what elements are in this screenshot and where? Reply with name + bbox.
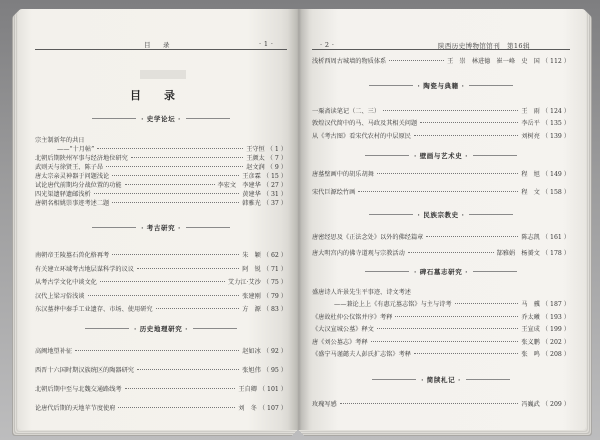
section-heading (35, 323, 287, 333)
entry-author: 王守恒 (246, 146, 265, 153)
heading-rule-left (365, 155, 409, 156)
toc-entry (312, 228, 570, 244)
entry-title: ——“十月帖” (57, 146, 95, 153)
dot-leader (455, 303, 519, 304)
entry-author: 李宏文 李建华 (217, 182, 261, 189)
entry-title: 西晋十六国时期汉族统区的陶器研究 (35, 367, 134, 374)
toc-entry (312, 348, 570, 361)
toc-entry (312, 398, 570, 408)
section-entries (312, 104, 570, 142)
journal-title: 陕西历史博物馆馆刊 第16辑 (438, 42, 530, 50)
toc-entry (35, 248, 287, 262)
dot-leader (414, 353, 518, 354)
section-heading (35, 113, 287, 123)
dot-leader (100, 281, 225, 282)
toc-entry (35, 189, 287, 198)
toc-section (312, 266, 570, 359)
entry-author: 程 旭 (521, 170, 540, 178)
heading-rule-left (369, 85, 413, 86)
right-page-number: · 2 · (320, 41, 335, 49)
entry-author: 王宣成 (521, 326, 540, 334)
entry-author: 程 文 (521, 188, 540, 196)
dot-leader (88, 295, 240, 296)
heading-rule-left (372, 379, 416, 380)
toc-entry (312, 244, 570, 260)
dot-leader (137, 268, 239, 269)
heading-rule-right (473, 155, 517, 156)
dot-leader (112, 254, 239, 255)
right-toc-column (312, 9, 570, 430)
entry-page: （ 15 ） (262, 173, 287, 180)
heading-rule-right (193, 328, 237, 329)
dot-leader (106, 166, 243, 167)
entry-author: 韩雅光 (242, 200, 261, 207)
toc-entry (35, 135, 287, 144)
entry-author: 王颜太 (246, 155, 265, 162)
entry-title: 汉代上梁习俗浅谈 (35, 292, 85, 300)
entry-title: 盛唐诗人许景先生平事迹、诗文考述 (312, 288, 411, 296)
entry-page: （ 71 ） (262, 265, 287, 273)
entry-page: （ 79 ） (262, 292, 287, 300)
entry-page: （ 27 ） (262, 182, 287, 189)
toc-section (35, 113, 287, 207)
dot-leader (131, 157, 243, 158)
entry-title: 敦煌汉代简中的马、马政及其相关问题 (312, 120, 418, 128)
section-entries (35, 341, 287, 417)
toc-section (312, 374, 570, 408)
entry-page: （ 1 ） (266, 146, 287, 153)
section-heading (312, 80, 570, 90)
toc-entry (312, 182, 570, 200)
entry-page: （ 139 ） (541, 132, 570, 140)
right-page (298, 9, 586, 430)
section-heading-text: · 壁画与艺术史 · (413, 151, 469, 160)
dot-leader (125, 388, 236, 389)
entry-page: （ 135 ） (541, 120, 570, 128)
entry-author: 马 骥 (521, 301, 540, 309)
entry-page: （ 149 ） (541, 170, 570, 178)
section-heading (35, 222, 287, 232)
toc-section (312, 80, 570, 140)
entry-title: 从考古学文化中谈文化 (35, 279, 97, 287)
left-toc-column (35, 9, 287, 430)
section-heading-text: · 民族宗教史 · (417, 210, 465, 219)
entry-page: （ 95 ） (262, 367, 287, 374)
entry-title: 有关建立环域考古地层谋科学的议议 (35, 265, 134, 273)
entry-page: （ 187 ） (541, 301, 570, 309)
entry-title: 《盛宁马谨懿夫人彭氏扩志铭》考释 (312, 351, 411, 359)
toc-entry (312, 298, 570, 311)
entry-page: （ 92 ） (262, 348, 287, 355)
left-running-header: 目 录 (144, 41, 173, 49)
entry-title: 唐太宗亲灵神器于问题浅论 (35, 173, 110, 180)
entry-page: （ 124 ） (541, 107, 570, 115)
section-heading (312, 150, 570, 160)
heading-rule-right (473, 271, 517, 272)
left-page-number: · 1 · (259, 40, 274, 48)
entry-author: 张义鹏 (521, 338, 540, 346)
entry-title: 唐密经思及《正法念处》以外的佛经篇章 (312, 233, 424, 241)
toc-entry (312, 310, 570, 323)
dot-leader (358, 191, 518, 192)
section-entries (35, 248, 287, 316)
dot-leader (377, 328, 518, 329)
section-heading-text: · 考古研究 · (141, 223, 181, 232)
section-entries (312, 164, 570, 200)
heading-rule-right (469, 85, 513, 86)
entry-page: （ 101 ） (258, 386, 287, 393)
entry-title: 高阙地望补征 (35, 348, 73, 355)
left-page (18, 9, 298, 430)
entry-page: （ 208 ） (541, 351, 570, 359)
heading-rule-left (365, 271, 409, 272)
entry-page: （ 37 ） (262, 200, 287, 207)
toc-entry (35, 162, 287, 171)
toc-entry (312, 55, 570, 65)
toc-section (312, 150, 570, 196)
section-entries (312, 55, 570, 65)
section-heading (312, 374, 570, 384)
entry-page: （ 112 ） (541, 57, 570, 65)
entry-title: 四光渠遗驿遗邮浅析 (35, 191, 91, 198)
toc-section (35, 222, 287, 314)
entry-author: 阿 锐 (242, 265, 261, 273)
dot-leader (340, 403, 519, 404)
section-heading-text: · 碑石墓志研究 · (413, 267, 469, 276)
entry-title: 浅析西周古城墙的物质体系 (312, 57, 387, 65)
section-heading (312, 266, 570, 276)
section-entries (312, 285, 570, 360)
toc-entry (35, 198, 287, 207)
toc-entry (35, 341, 287, 360)
toc-entry (35, 262, 287, 276)
section-entries (312, 228, 570, 260)
dot-leader (156, 308, 240, 309)
entry-title: 从《考古图》看宋代农村的中层原民 (312, 132, 411, 140)
toc-entry (35, 180, 287, 189)
entry-title: ——兼论上上《有惠元墓志铭》与主与诗考 (334, 301, 452, 309)
entry-title: 宋代巨源绘竹画 (312, 188, 356, 196)
entry-author: 张旭伟 (242, 367, 261, 374)
section-heading-text: · 简牍札记 · (421, 375, 461, 384)
toc-section (312, 209, 570, 257)
entry-author: 张 鸣 (521, 351, 540, 359)
entry-title: 武则天与徐贤王、陈子昂 (35, 164, 104, 171)
entry-author: 刘树亮 (521, 132, 540, 140)
toc-entry (35, 153, 287, 162)
entry-author: 刘 冬 (238, 405, 257, 412)
entry-page: （ 158 ） (541, 188, 570, 196)
entry-author: 乔太曦 (521, 313, 540, 321)
entry-title: 东汉墓葬中秦手工业遗存、市场、使用研究 (35, 306, 153, 314)
heading-rule-left (85, 328, 129, 329)
toc-entry (312, 164, 570, 182)
entry-page: （ 83 ） (262, 306, 287, 314)
section-heading-text: · 陶瓷与典籍 · (417, 81, 465, 90)
entry-author: 赵如冰 (242, 348, 261, 355)
entry-page: （ 75 ） (262, 279, 287, 287)
heading-rule-right (186, 118, 230, 119)
toc-entry (35, 398, 287, 417)
entry-page: （ 178 ） (541, 249, 570, 257)
page-title: 目 录 (130, 89, 181, 102)
entry-author: 郜雅娟 杨赟文 (496, 249, 540, 257)
entry-title: 唐墓壁画中的胡乐胡舞 (312, 170, 374, 178)
heading-rule-right (186, 227, 230, 228)
section-heading-text: · 史学论坛 · (141, 114, 181, 123)
toc-entry (312, 335, 570, 348)
toc-entry (35, 289, 287, 303)
heading-rule-left (92, 118, 136, 119)
toc-section (35, 323, 287, 412)
entry-author: 冯巍武 (521, 400, 540, 408)
entry-title: 唐朝名相姚崇事迹考述二题 (35, 200, 110, 207)
entry-page: （ 209 ） (541, 400, 570, 408)
entry-title: 论唐代后期的天地苹节度使府 (35, 405, 116, 412)
entry-title: 试论唐代前期均分战位置的功能 (35, 182, 122, 189)
section-entries (35, 135, 287, 207)
entry-title: 北朝后期陕州军事与经济地位研究 (35, 155, 128, 162)
toc-entry (35, 379, 287, 398)
entry-author: 王 崇 林进德 崔一峰 史 国 (447, 57, 540, 65)
dot-leader (94, 193, 240, 194)
toc-entry (312, 104, 570, 117)
entry-title: 唐大明宫内的佛寺道观与宗教活动 (312, 249, 405, 257)
dot-leader (395, 316, 518, 317)
toc-entry (35, 144, 287, 153)
dot-leader (414, 135, 518, 136)
entry-author: 陈志凯 (521, 233, 540, 241)
toc-entry (35, 171, 287, 180)
dot-leader (97, 148, 243, 149)
toc-entry (312, 117, 570, 130)
entry-title: 《唐故杜仲公仪铭并序》考释 (312, 313, 393, 321)
dot-leader (371, 341, 519, 342)
entry-author: 艾力江·艾沙 (227, 279, 261, 287)
entry-title: 宗主制新年的共日 (35, 137, 85, 144)
toc-entry (35, 360, 287, 379)
entry-page: （ 202 ） (541, 338, 570, 346)
dot-leader (383, 110, 518, 111)
entry-author: 王彦霖 (242, 173, 261, 180)
entry-page: （ 62 ） (262, 252, 287, 260)
section-entries (312, 398, 570, 408)
toc-entry (312, 285, 570, 298)
toc-entry (35, 275, 287, 289)
entry-author: 王 雨 (521, 107, 540, 115)
open-journal (18, 9, 586, 430)
entry-author: 黄建华 (242, 191, 261, 198)
toc-entry (312, 323, 570, 336)
section-heading-text: · 历史地理研究 · (133, 324, 189, 333)
entry-title: 《大汉宣城公墓》释文 (312, 326, 374, 334)
entry-author: 张建刚 (242, 292, 261, 300)
entry-title: 唐《刘公墓志》考释 (312, 338, 368, 346)
entry-page: （ 31 ） (262, 191, 287, 198)
toc-entry (35, 302, 287, 316)
entry-page: （ 7 ） (266, 155, 287, 162)
dot-leader (112, 175, 239, 176)
entry-author: 李岳平 (521, 120, 540, 128)
dot-leader (408, 252, 494, 253)
heading-rule-right (469, 214, 513, 215)
heading-rule-left (369, 214, 413, 215)
dot-leader (112, 202, 239, 203)
section-heading (312, 209, 570, 219)
dot-leader (420, 122, 518, 123)
dot-leader (389, 60, 444, 61)
toc-entry (312, 129, 570, 142)
entry-page: （ 193 ） (541, 313, 570, 321)
entry-author: 方 源 (242, 306, 261, 314)
entry-title: 玫瑰写感 (312, 400, 337, 408)
dot-leader (75, 350, 239, 351)
entry-author: 朱 颖 (242, 252, 261, 260)
entry-page: （ 107 ） (258, 405, 287, 412)
dot-leader (125, 184, 215, 185)
dot-leader (118, 407, 235, 408)
heading-rule-left (92, 227, 136, 228)
dot-leader (137, 369, 239, 370)
entry-title: 北朝后期中至与北魏交通路线考 (35, 386, 122, 393)
entry-page: （ 199 ） (541, 326, 570, 334)
entry-title: 一粟斋读笔记（二、三） (312, 107, 381, 115)
entry-author: 赵文润 (246, 164, 265, 171)
book-gutter (288, 9, 310, 430)
entry-page: （ 161 ） (541, 233, 570, 241)
entry-author: 王自卿 (238, 386, 257, 393)
dot-leader (377, 173, 518, 174)
entry-title: 南朝帝王陵墓石兽化格再考 (35, 252, 110, 260)
entry-page: （ 9 ） (266, 164, 287, 171)
heading-rule-right (466, 379, 510, 380)
dot-leader (426, 236, 518, 237)
